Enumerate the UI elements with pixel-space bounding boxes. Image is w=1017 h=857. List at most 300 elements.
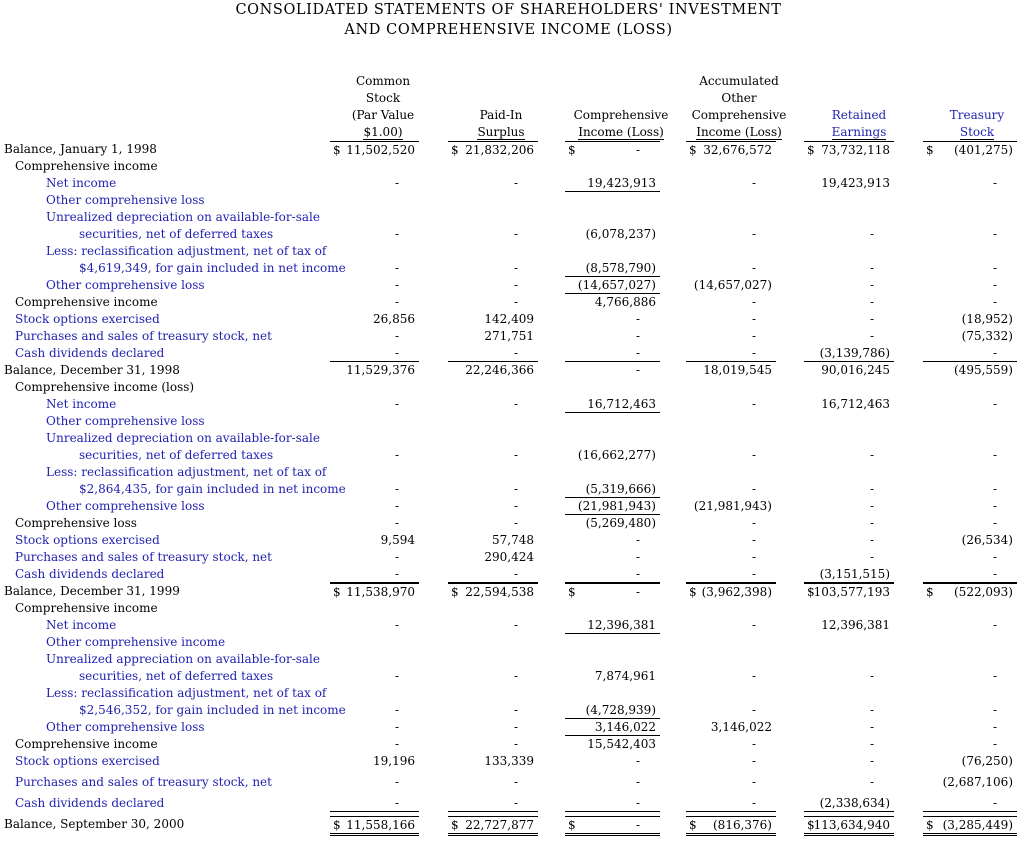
cell-value: - xyxy=(513,516,518,530)
table-cell xyxy=(565,141,660,158)
cell-value: 11,538,970 xyxy=(346,585,415,599)
table-cell xyxy=(804,260,894,276)
table-cell xyxy=(804,447,894,463)
cell-value: 103,577,193 xyxy=(813,585,890,599)
cell-value: - xyxy=(869,278,874,292)
table-row xyxy=(0,753,1017,770)
row-label: Balance, December 31, 1998 xyxy=(4,363,180,377)
table-cell xyxy=(330,260,419,276)
table-cell xyxy=(923,795,1017,812)
table-cell xyxy=(686,362,776,378)
cell-value: (3,151,515) xyxy=(819,567,890,581)
cell-value: - xyxy=(635,143,640,157)
table-cell xyxy=(448,795,538,812)
cell-value: (5,319,666) xyxy=(585,482,656,496)
row-label: Unrealized appreciation on available-for-sale xyxy=(46,652,320,666)
cell-value: - xyxy=(751,796,756,810)
cell-value: - xyxy=(992,482,997,496)
cell-value: - xyxy=(751,227,756,241)
table-cell xyxy=(804,795,894,812)
cell-value: 11,558,166 xyxy=(346,818,415,832)
table-cell xyxy=(330,481,419,497)
cell-value: - xyxy=(635,550,640,564)
table-row xyxy=(0,345,1017,362)
table-row xyxy=(0,243,1017,260)
table-cell xyxy=(686,481,776,497)
table-row xyxy=(0,413,1017,430)
cell-value: - xyxy=(751,329,756,343)
table-cell xyxy=(923,328,1017,344)
row-label: Other comprehensive loss xyxy=(46,278,205,292)
cell-value: (4,728,939) xyxy=(585,703,656,717)
currency-symbol: $ xyxy=(568,143,576,157)
table-cell xyxy=(448,583,538,600)
cell-value: - xyxy=(394,516,399,530)
table-cell xyxy=(448,753,538,769)
cell-value: (14,657,027) xyxy=(577,278,656,292)
table-cell xyxy=(804,566,894,583)
cell-value: - xyxy=(751,312,756,326)
row-label: Net income xyxy=(46,397,117,411)
table-cell xyxy=(565,328,660,344)
row-label: Less: reclassification adjustment, net of tax of xyxy=(46,244,327,258)
cell-value: - xyxy=(394,448,399,462)
table-cell xyxy=(330,515,419,531)
cell-value: - xyxy=(513,176,518,190)
table-row xyxy=(0,549,1017,566)
table-cell xyxy=(804,668,894,684)
table-cell xyxy=(686,719,776,735)
table-cell xyxy=(923,583,1017,600)
cell-value: - xyxy=(869,329,874,343)
table-cell xyxy=(448,816,538,836)
cell-value: - xyxy=(751,176,756,190)
table-cell xyxy=(448,481,538,497)
cell-value: 22,594,538 xyxy=(465,585,534,599)
table-cell xyxy=(923,702,1017,718)
cell-value: - xyxy=(751,482,756,496)
table-cell xyxy=(923,719,1017,735)
cell-value: - xyxy=(751,533,756,547)
header-common-stock xyxy=(333,73,433,141)
header-comprehensive-line: Income (Loss) xyxy=(578,125,664,139)
table-cell xyxy=(923,362,1017,378)
table-cell xyxy=(448,549,538,565)
cell-value: - xyxy=(869,703,874,717)
table-cell xyxy=(448,447,538,463)
table-row xyxy=(0,795,1017,812)
cell-value: 18,019,545 xyxy=(703,363,772,377)
table-cell xyxy=(330,668,419,684)
cell-value: - xyxy=(869,533,874,547)
row-label: $2,546,352, for gain included in net income xyxy=(79,703,346,717)
table-cell xyxy=(330,447,419,463)
currency-symbol: $ xyxy=(568,585,576,599)
row-label: $2,864,435, for gain included in net income xyxy=(79,482,346,496)
cell-value: - xyxy=(635,754,640,768)
table-cell xyxy=(330,736,419,752)
table-row xyxy=(0,702,1017,719)
table-cell xyxy=(565,311,660,327)
cell-value: - xyxy=(751,346,756,360)
currency-symbol: $ xyxy=(689,818,697,832)
cell-value: - xyxy=(635,363,640,377)
table-cell xyxy=(330,175,419,191)
cell-value: 3,146,022 xyxy=(594,720,656,734)
table-cell xyxy=(804,481,894,497)
cell-value: - xyxy=(869,448,874,462)
title-line-2: AND COMPREHENSIVE INCOME (LOSS) xyxy=(344,22,673,38)
table-cell xyxy=(448,277,538,293)
table-cell xyxy=(686,277,776,293)
cell-value: - xyxy=(992,796,997,810)
cell-value: - xyxy=(635,533,640,547)
cell-value: - xyxy=(635,567,640,581)
cell-value: - xyxy=(751,775,756,789)
table-cell xyxy=(923,566,1017,583)
table-cell xyxy=(923,345,1017,362)
cell-value: - xyxy=(394,227,399,241)
cell-value: - xyxy=(394,176,399,190)
table-cell xyxy=(565,515,660,531)
table-cell xyxy=(686,532,776,548)
cell-value: - xyxy=(394,737,399,751)
table-cell xyxy=(923,447,1017,463)
row-label: Balance, September 30, 2000 xyxy=(4,817,185,831)
table-cell xyxy=(686,566,776,583)
table-cell xyxy=(923,816,1017,836)
table-cell xyxy=(448,719,538,735)
header-common-stock-line: Stock xyxy=(365,91,401,105)
table-cell xyxy=(686,447,776,463)
header-paid-in-line: Paid-In xyxy=(479,108,523,122)
table-row xyxy=(0,685,1017,702)
table-cell xyxy=(448,515,538,531)
cell-value: 142,409 xyxy=(484,312,534,326)
currency-symbol: $ xyxy=(807,143,815,157)
cell-value: (8,578,790) xyxy=(585,261,656,275)
cell-value: 16,712,463 xyxy=(821,397,890,411)
table-cell xyxy=(804,753,894,769)
table-cell xyxy=(923,311,1017,327)
table-cell xyxy=(448,175,538,191)
cell-value: 90,016,245 xyxy=(821,363,890,377)
cell-value: - xyxy=(869,261,874,275)
cell-value: 11,529,376 xyxy=(346,363,415,377)
cell-value: - xyxy=(992,295,997,309)
cell-value: - xyxy=(992,550,997,564)
header-retained-line: Earnings xyxy=(831,125,887,139)
row-label: Unrealized depreciation on available-for-sale xyxy=(46,210,320,224)
cell-value: 73,732,118 xyxy=(821,143,890,157)
cell-value: - xyxy=(992,278,997,292)
cell-value: 26,856 xyxy=(373,312,415,326)
table-row xyxy=(0,668,1017,685)
cell-value: (5,269,480) xyxy=(585,516,656,530)
row-label: Cash dividends declared xyxy=(15,796,165,810)
header-comprehensive-line: Comprehensive xyxy=(573,108,669,122)
header-retained-earnings xyxy=(809,107,909,141)
cell-value: (21,981,943) xyxy=(577,499,656,513)
table-cell xyxy=(923,774,1017,790)
header-common-stock-line: $1.00) xyxy=(363,125,403,139)
table-cell xyxy=(330,141,419,158)
table-cell xyxy=(686,549,776,565)
table-cell xyxy=(804,396,894,412)
cell-value: (21,981,943) xyxy=(693,499,772,513)
table-cell xyxy=(686,668,776,684)
table-cell xyxy=(448,736,538,752)
cell-value: 12,396,381 xyxy=(821,618,890,632)
row-label: Purchases and sales of treasury stock, net xyxy=(15,775,272,789)
cell-value: - xyxy=(869,737,874,751)
currency-symbol: $ xyxy=(451,585,459,599)
table-cell xyxy=(565,396,660,413)
currency-symbol: $ xyxy=(926,585,934,599)
table-cell xyxy=(448,328,538,344)
table-cell xyxy=(330,566,419,583)
cell-value: 57,748 xyxy=(492,533,534,547)
cell-value: 22,246,366 xyxy=(465,363,534,377)
table-cell xyxy=(330,719,419,735)
table-cell xyxy=(804,226,894,242)
table-cell xyxy=(565,668,660,684)
currency-symbol: $ xyxy=(333,818,341,832)
table-cell xyxy=(804,294,894,310)
currency-symbol: $ xyxy=(807,585,815,599)
table-cell xyxy=(565,774,660,790)
cell-value: - xyxy=(513,720,518,734)
table-cell xyxy=(565,175,660,192)
row-label: Other comprehensive loss xyxy=(46,414,205,428)
currency-symbol: $ xyxy=(451,818,459,832)
cell-value: - xyxy=(394,550,399,564)
table-cell xyxy=(804,549,894,565)
cell-value: (16,662,277) xyxy=(577,448,656,462)
table-row xyxy=(0,311,1017,328)
table-cell xyxy=(923,515,1017,531)
cell-value: (816,376) xyxy=(713,818,772,832)
header-common-stock-line: Common xyxy=(355,74,411,88)
header-accumulated-line: Comprehensive xyxy=(691,108,787,122)
table-row xyxy=(0,515,1017,532)
table-row xyxy=(0,774,1017,791)
table-cell xyxy=(804,277,894,293)
cell-value: - xyxy=(992,567,997,581)
cell-value: - xyxy=(394,329,399,343)
table-cell xyxy=(686,311,776,327)
cell-value: (3,139,786) xyxy=(819,346,890,360)
cell-value: - xyxy=(513,295,518,309)
table-cell xyxy=(565,277,660,294)
table-row xyxy=(0,498,1017,515)
currency-symbol: $ xyxy=(333,143,341,157)
table-cell xyxy=(804,583,894,600)
cell-value: - xyxy=(992,397,997,411)
cell-value: - xyxy=(513,775,518,789)
cell-value: - xyxy=(869,516,874,530)
table-cell xyxy=(923,294,1017,310)
cell-value: - xyxy=(869,669,874,683)
cell-value: - xyxy=(869,227,874,241)
cell-value: - xyxy=(635,585,640,599)
cell-value: - xyxy=(394,397,399,411)
table-cell xyxy=(804,175,894,191)
table-cell xyxy=(923,175,1017,191)
cell-value: - xyxy=(751,397,756,411)
table-row xyxy=(0,566,1017,583)
table-cell xyxy=(448,362,538,378)
currency-symbol: $ xyxy=(926,143,934,157)
table-cell xyxy=(923,736,1017,752)
cell-value: - xyxy=(394,499,399,513)
cell-value: (3,962,398) xyxy=(701,585,772,599)
cell-value: - xyxy=(992,737,997,751)
header-paid-in-surplus xyxy=(451,107,551,141)
table-cell xyxy=(923,617,1017,633)
table-cell xyxy=(923,549,1017,565)
cell-value: - xyxy=(513,448,518,462)
cell-value: - xyxy=(992,720,997,734)
cell-value: - xyxy=(394,482,399,496)
row-label: securities, net of deferred taxes xyxy=(79,227,274,241)
table-row xyxy=(0,396,1017,413)
table-cell xyxy=(330,795,419,812)
table-cell xyxy=(330,583,419,600)
cell-value: 16,712,463 xyxy=(587,397,656,411)
cell-value: - xyxy=(869,312,874,326)
table-row xyxy=(0,362,1017,379)
table-cell xyxy=(448,668,538,684)
row-label: Balance, January 1, 1998 xyxy=(4,142,157,156)
cell-value: - xyxy=(635,775,640,789)
cell-value: - xyxy=(992,261,997,275)
table-cell xyxy=(448,702,538,718)
table-cell xyxy=(686,345,776,362)
table-cell xyxy=(804,617,894,633)
table-cell xyxy=(804,702,894,718)
table-row xyxy=(0,379,1017,396)
table-cell xyxy=(923,532,1017,548)
header-accumulated-line: Income (Loss) xyxy=(696,125,782,139)
cell-value: - xyxy=(513,499,518,513)
cell-value: - xyxy=(513,567,518,581)
cell-value: - xyxy=(513,482,518,496)
table-cell xyxy=(330,549,419,565)
cell-value: - xyxy=(992,227,997,241)
row-label: Stock options exercised xyxy=(15,754,160,768)
cell-value: - xyxy=(394,295,399,309)
currency-symbol: $ xyxy=(689,143,697,157)
cell-value: - xyxy=(992,346,997,360)
cell-value: 290,424 xyxy=(484,550,534,564)
table-cell xyxy=(923,668,1017,684)
cell-value: 9,594 xyxy=(380,533,415,547)
table-cell xyxy=(804,515,894,531)
cell-value: 7,874,961 xyxy=(594,669,656,683)
cell-value: 22,727,877 xyxy=(465,818,534,832)
table-row xyxy=(0,634,1017,651)
row-label: Net income xyxy=(46,618,117,632)
table-cell xyxy=(804,719,894,735)
table-cell xyxy=(804,328,894,344)
cell-value: - xyxy=(513,261,518,275)
table-cell xyxy=(330,396,419,412)
table-row xyxy=(0,277,1017,294)
row-label: Comprehensive loss xyxy=(15,516,137,530)
table-cell xyxy=(686,774,776,790)
cell-value: - xyxy=(992,618,997,632)
cell-value: - xyxy=(394,720,399,734)
table-cell xyxy=(448,260,538,276)
cell-value: - xyxy=(513,618,518,632)
table-cell xyxy=(686,498,776,514)
table-cell xyxy=(330,498,419,514)
header-accumulated-line: Other xyxy=(721,91,757,105)
table-cell xyxy=(804,345,894,362)
cell-value: - xyxy=(513,669,518,683)
table-row xyxy=(0,481,1017,498)
table-row xyxy=(0,736,1017,753)
table-cell xyxy=(923,226,1017,242)
currency-symbol: $ xyxy=(689,585,697,599)
table-cell xyxy=(686,795,776,812)
cell-value: (75,332) xyxy=(961,329,1013,343)
table-cell xyxy=(686,260,776,276)
table-cell xyxy=(330,345,419,362)
table-cell xyxy=(330,753,419,769)
cell-value: - xyxy=(751,567,756,581)
table-cell xyxy=(686,736,776,752)
table-cell xyxy=(923,396,1017,412)
cell-value: (18,952) xyxy=(961,312,1013,326)
table-cell xyxy=(686,753,776,769)
table-cell xyxy=(686,702,776,718)
table-cell xyxy=(686,515,776,531)
cell-value: - xyxy=(635,346,640,360)
cell-value: - xyxy=(394,618,399,632)
row-label: Comprehensive income (loss) xyxy=(15,380,195,394)
table-cell xyxy=(804,816,894,836)
table-row xyxy=(0,141,1017,158)
cell-value: 15,542,403 xyxy=(587,737,656,751)
table-cell xyxy=(565,498,660,515)
table-cell xyxy=(923,277,1017,293)
cell-value: (14,657,027) xyxy=(693,278,772,292)
cell-value: 21,832,206 xyxy=(465,143,534,157)
table-cell xyxy=(686,141,776,158)
row-label: Cash dividends declared xyxy=(15,346,165,360)
table-cell xyxy=(923,141,1017,158)
table-cell xyxy=(565,617,660,634)
table-cell xyxy=(686,328,776,344)
cell-value: 32,676,572 xyxy=(703,143,772,157)
title-line-1: CONSOLIDATED STATEMENTS OF SHAREHOLDERS' INVESTMENT xyxy=(235,2,782,18)
table-cell xyxy=(565,583,660,600)
table-cell xyxy=(330,702,419,718)
table-cell xyxy=(804,736,894,752)
cell-value: - xyxy=(635,329,640,343)
table-cell xyxy=(330,294,419,310)
cell-value: - xyxy=(869,482,874,496)
header-treasury-line: Treasury xyxy=(949,108,1005,122)
table-row xyxy=(0,260,1017,277)
header-paid-in-line: Surplus xyxy=(477,125,525,139)
cell-value: 19,423,913 xyxy=(821,176,890,190)
table-cell xyxy=(804,532,894,548)
table-cell xyxy=(804,141,894,158)
table-row xyxy=(0,175,1017,192)
